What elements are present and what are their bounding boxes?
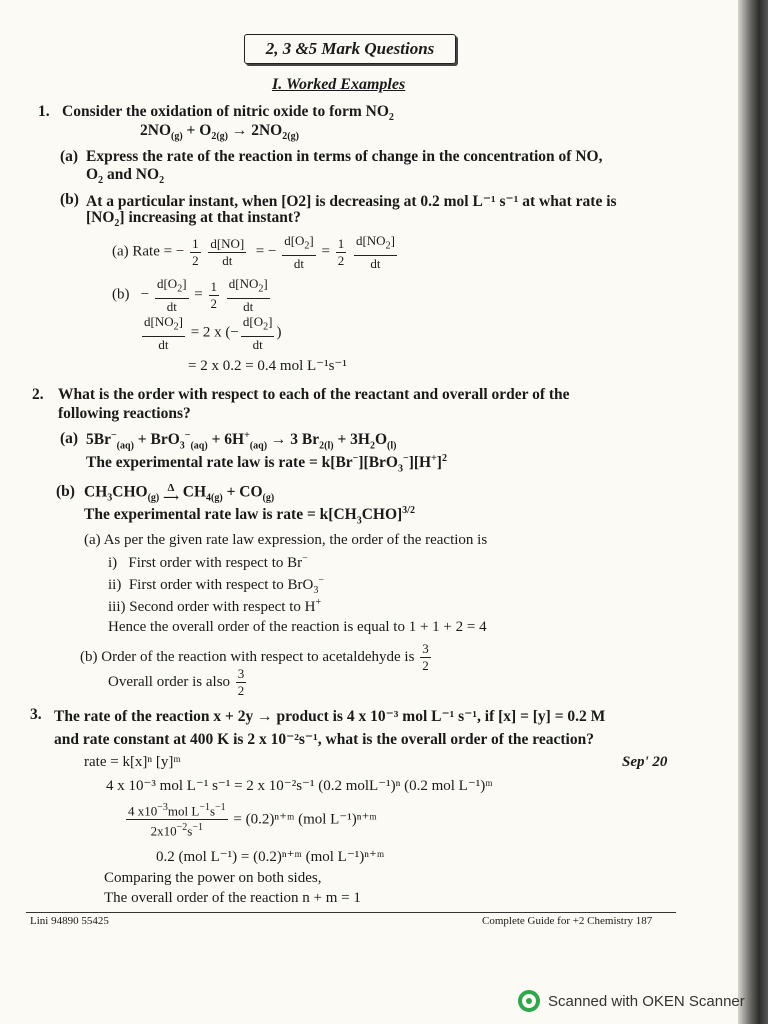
q1b-label: (b): [60, 191, 79, 208]
q1a-text: Express the rate of the reaction in terms of change in the concentration of NO,: [86, 148, 603, 165]
q1-text-sub: 2: [388, 112, 394, 124]
q3-line2-rhs: = (0.2)ⁿ⁺ᵐ (mol L⁻¹)ⁿ⁺ᵐ: [233, 811, 377, 828]
q1-text-main: Consider the oxidation of nitric oxide to form NO: [62, 103, 389, 120]
scanner-watermark: [518, 990, 745, 1012]
q1-equation: $2NO_{(g)} + O_{2(g)} \to 2NO_{2(g)}$: [140, 122, 299, 143]
q3-text: The rate of the reaction x + 2y → product is 4 x 10⁻³ mol L⁻¹ s⁻¹, if [x] = [y] = 0.2 M: [54, 708, 606, 725]
q1-number: 1.: [38, 103, 50, 120]
q1-ans-b-label: (b): [112, 286, 130, 303]
q2-overall-text: Overall order is also: [108, 673, 231, 690]
oken-logo-icon: [518, 990, 540, 1012]
q2-text2: following reactions?: [58, 405, 191, 422]
q2b-label: (b): [56, 483, 75, 500]
q2a-label: (a): [60, 430, 79, 447]
q2a-equation: $5Br^-_{(aq)} + BrO_3^-_{(aq)} + 6H^+_{(aq)} \to 3$ $Br_{2(l)} + 3H_2O_{(l)}$: [86, 430, 397, 452]
q1-answer-b: (b) − $\frac{d[O_2]}{dt}$ = $\frac{1}{2}$ $\frac{d[NO_2]}{dt}$: [112, 276, 268, 314]
q1-text: [62, 103, 394, 123]
q2-ans-b-text: (b) Order of the reaction with respect to acetaldehyde is: [80, 648, 415, 665]
q2-answer-b: (b) Order of the reaction with respect to acetaldehyde is $\frac{3}{2}$: [80, 641, 429, 673]
q1-answer-b2: $\frac{d[NO_2]}{dt}$ = 2 x (− $\frac{d[O_2]}{dt}$ ): [144, 314, 282, 352]
q1-answer-a: (a) Rate = − $\frac{1}{2}$ $\frac{d[NO]}{dt}$ = − $\frac{d[O_2]}{dt}$ = $\frac{1}{2}$ $\frac{d[NO_2]}{dt}$: [112, 233, 395, 271]
q2-item-2: ii) First order with respect to BrO$_3$−: [108, 575, 325, 596]
q3-number: 3.: [30, 706, 42, 723]
q2a-rate-law: The experimental rate law is rate = $k[Br^-][BrO_3^-][H^+]^2$: [86, 453, 447, 475]
q3-conclusion: The overall order of the reaction n + m = 1: [104, 890, 361, 906]
section-title-box: [244, 34, 456, 64]
worked-examples-heading: I. Worked Examples: [272, 76, 406, 93]
q3-line3: 0.2 (mol L⁻¹) = (0.2)ⁿ⁺ᵐ (mol L⁻¹)ⁿ⁺ᵐ: [156, 849, 385, 865]
q2-overall: Overall order is also $\frac{3}{2}$: [108, 666, 245, 698]
footer-left: Lini 94890 55425: [30, 915, 109, 927]
q1-answer-result: = 2 x 0.2 = 0.4 mol L⁻¹s⁻¹: [188, 358, 347, 374]
box-title: 2, 3 &5 Mark Questions: [265, 39, 435, 58]
footer-rule: [26, 912, 676, 913]
q1a-label: (a): [60, 148, 79, 165]
q3-text2: and rate constant at 400 K is 2 x 10⁻²s⁻¹, what is the overall order of the reaction?: [54, 731, 594, 748]
q2b-rate-law: The experimental rate law is rate = $k[CH_3CHO]^{3/2}$: [84, 505, 415, 527]
q2b-equation: $CH_3CHO_{(g)}$ Δ ⟶ $CH_{4(g)} + CO_{(g)}$: [84, 482, 275, 504]
q1b-text2: $[NO_2]$ increasing at that instant?: [86, 209, 301, 230]
q3-compare: Comparing the power on both sides,: [104, 870, 322, 886]
q2-item-3: iii) Second order with respect to H+: [108, 597, 322, 615]
q3-line1: 4 x 10⁻³ mol L⁻¹ s⁻¹ = 2 x 10⁻²s⁻¹ (0.2 molL⁻¹)ⁿ (0.2 mol L⁻¹)ᵐ: [106, 778, 493, 794]
watermark-text: Scanned with OKEN Scanner: [548, 992, 745, 1010]
q3-rate: rate = k[x]ⁿ [y]ᵐ: [84, 754, 181, 770]
q2-answer-a: (a) As per the given rate law expression, the order of the reaction is: [84, 532, 488, 548]
footer-right: Complete Guide for +2 Chemistry 187: [482, 915, 653, 927]
q1-ans-a-label: (a) Rate =: [112, 243, 173, 260]
q2-hence: Hence the overall order of the reaction is equal to 1 + 1 + 2 = 4: [108, 619, 487, 635]
q3-line2: $\frac{4 x10^{-3}mol L^{-1}s^{-1}}{2x10^{-2}s^{-1}}$ = (0.2)ⁿ⁺ᵐ (mol L⁻¹)ⁿ⁺ᵐ: [128, 802, 377, 839]
q2-text: What is the order with respect to each of the reactant and overall order of the: [58, 386, 570, 403]
q1a-text2: $O_2$ and $NO_2$: [86, 166, 165, 187]
q2-item-1: i) First order with respect to Br−: [108, 553, 308, 571]
page-binding-shadow: [738, 0, 768, 1024]
q2-number: 2.: [32, 386, 44, 403]
q1b-text: At a particular instant, when [O2] is decreasing at 0.2 mol L⁻¹ s⁻¹ at what rate is: [86, 193, 617, 210]
q3-date: Sep' 20: [622, 754, 668, 770]
